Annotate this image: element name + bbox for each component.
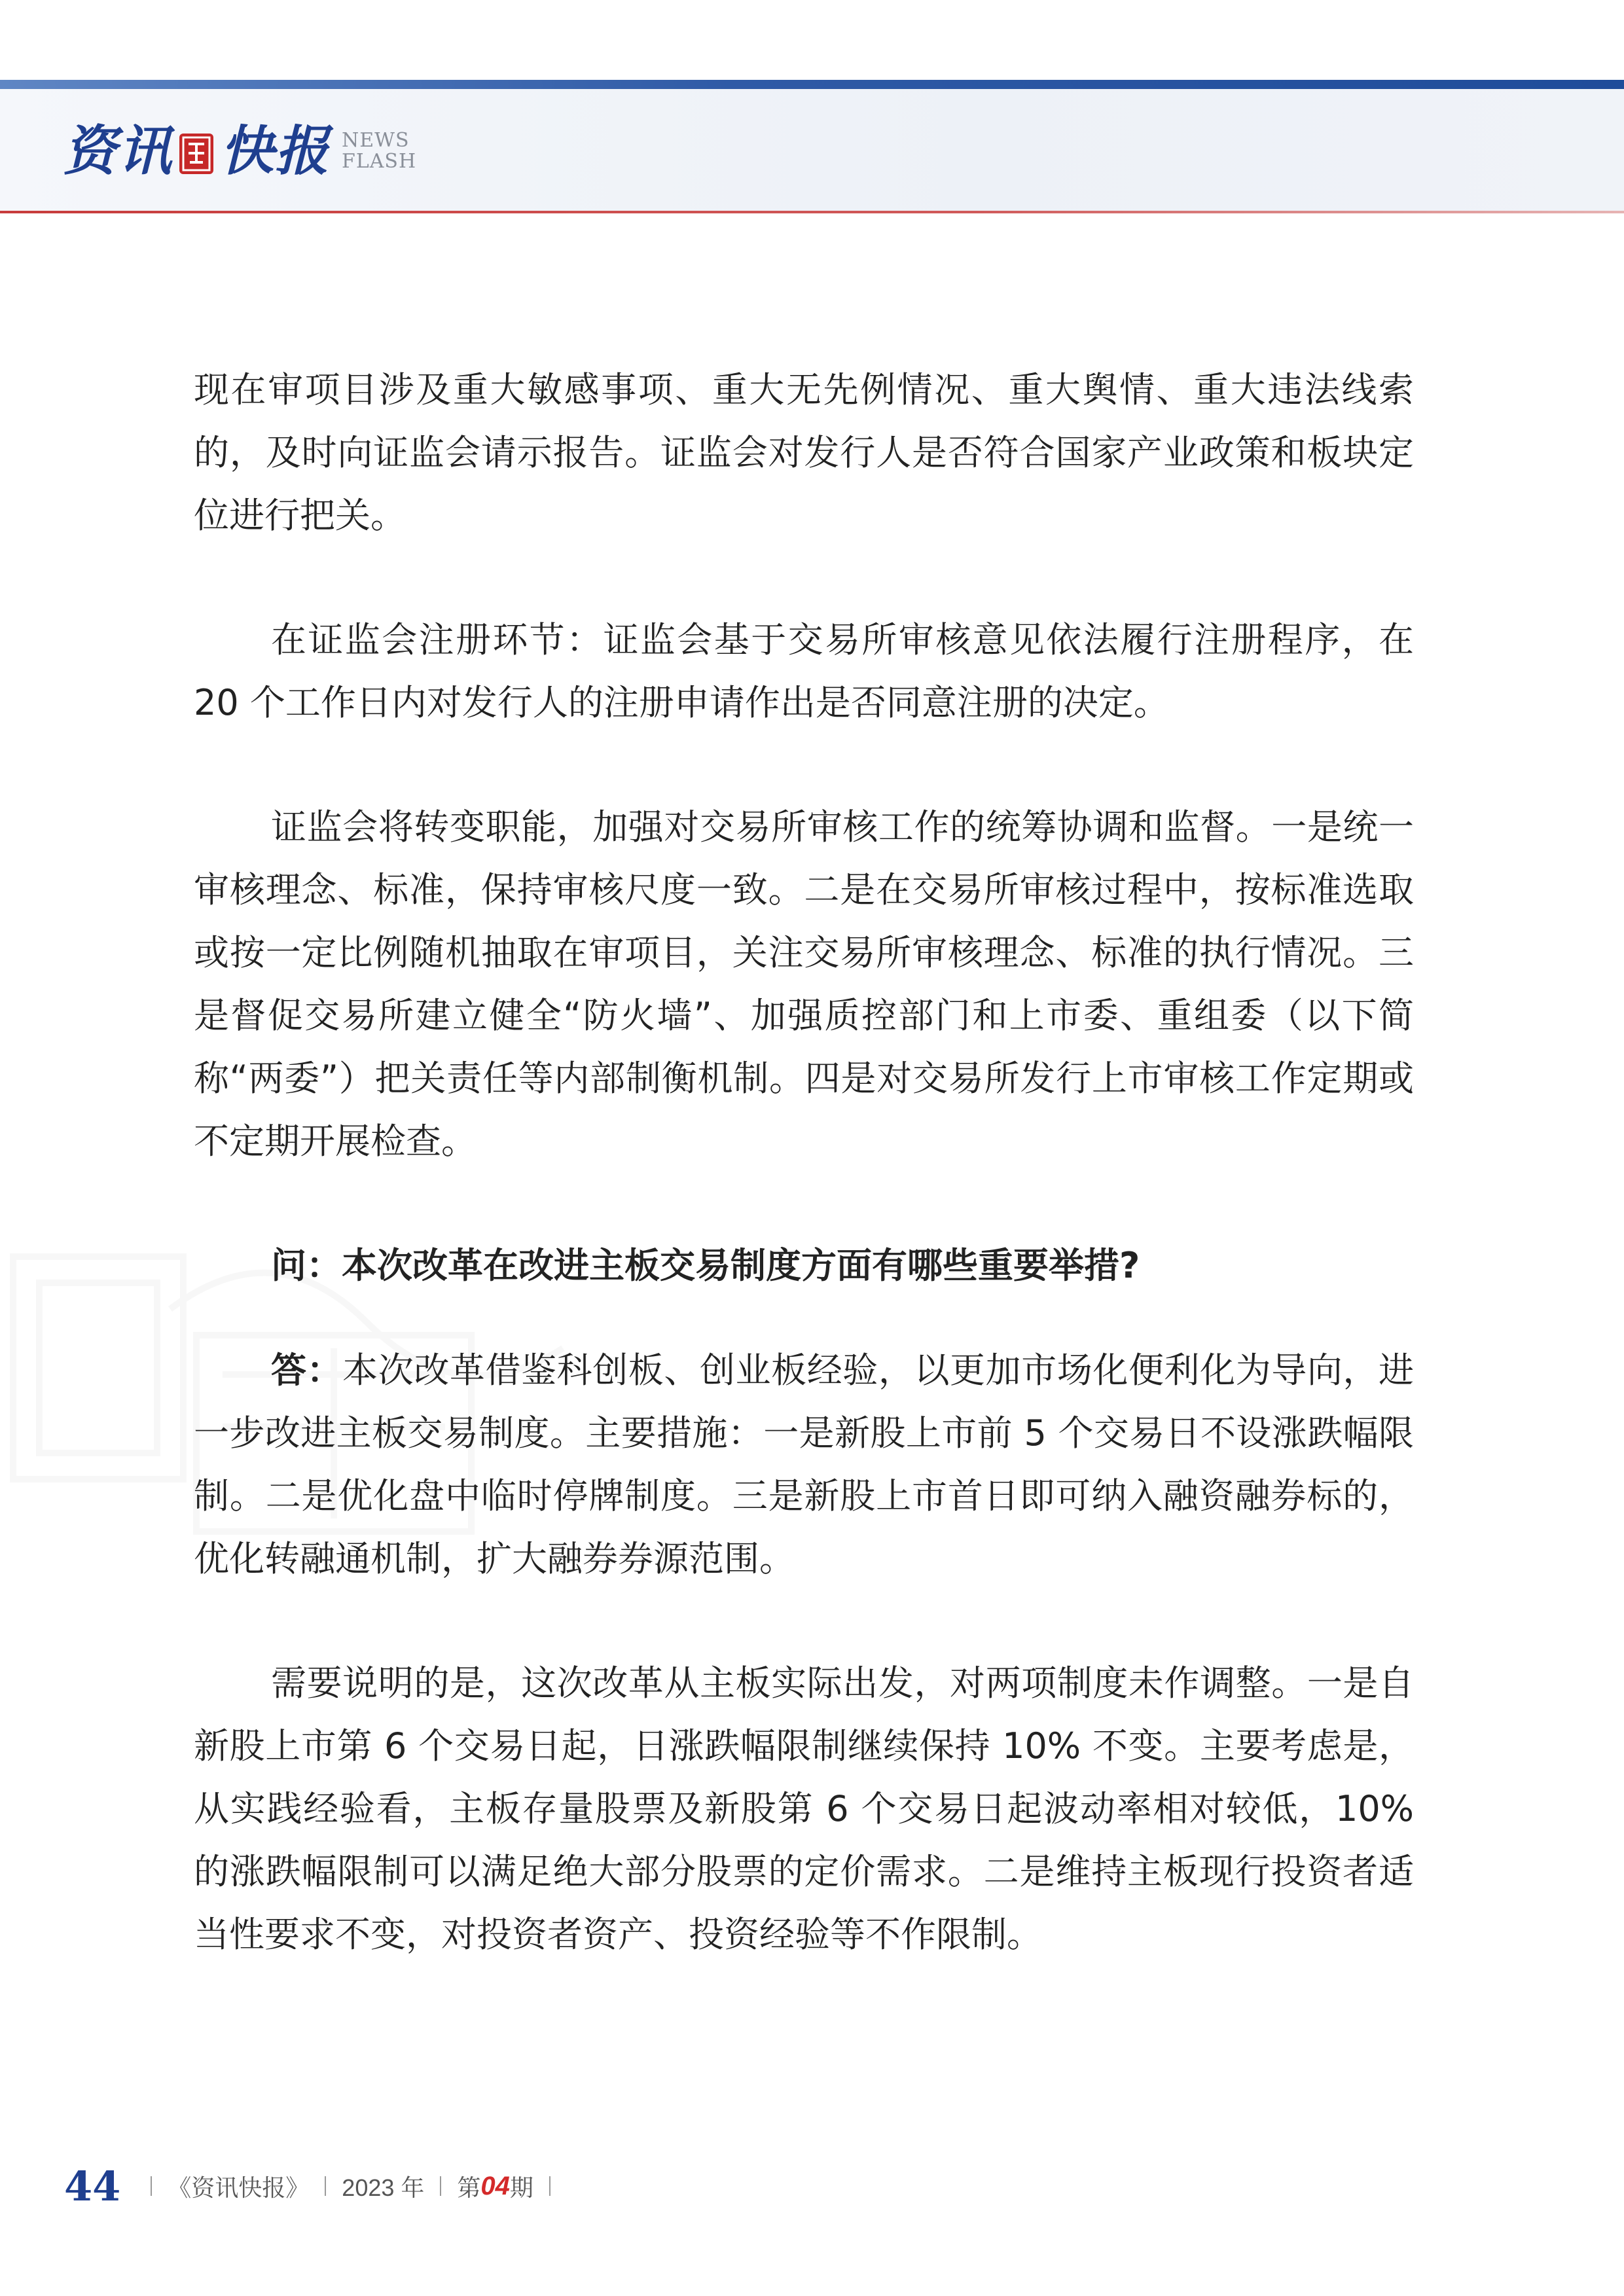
- issue-year: 2023 年: [342, 2174, 425, 2201]
- seal-icon: [179, 134, 213, 174]
- issue-suffix: 期: [509, 2174, 533, 2201]
- article-body: [194, 359, 1414, 2028]
- paragraph: 在证监会注册环节：证监会基于交易所审核意见依法履行注册程序，在 20 个工作日内对发行人的注册申请作出是否同意注册的决定。: [194, 619, 1414, 723]
- masthead-english: [342, 130, 416, 172]
- paragraph: 现在审项目涉及重大敏感事项、重大无先例情况、重大舆情、重大违法线索的，及时向证监会请示报告。证监会对发行人是否符合国家产业政策和板块定位进行把关。: [194, 369, 1414, 536]
- issue-prefix: 第: [457, 2174, 481, 2201]
- footer-divider: [440, 2176, 441, 2196]
- footer-divider: [151, 2176, 152, 2196]
- footer-divider: [325, 2176, 326, 2196]
- issue-number: 04: [480, 2171, 510, 2200]
- page-number: 44: [64, 2162, 121, 2210]
- paragraph: 需要说明的是，这次改革从主板实际出发，对两项制度未作调整。一是自新股上市第 6 个交易日起，日涨跌幅限制继续保持 10% 不变。主要考虑是，从实践经验看，主板存量股票及新股第 6 个交易日起波动率相对较低，10% 的涨跌幅限制可以满足绝大部分股票的定价需求。二是维持主板现行投资者适当性要求不变，对投资者资产、投资经验等不作限制。: [194, 1662, 1414, 1955]
- answer-label: 答：: [271, 1350, 343, 1391]
- magazine-name: 《资讯快报》: [168, 2174, 310, 2201]
- header-red-rule: [0, 211, 1624, 213]
- top-margin: [0, 0, 1624, 79]
- masthead-title-left: 资讯: [63, 120, 173, 183]
- masthead-english-line1: NEWS: [342, 129, 410, 152]
- masthead-logo: [63, 115, 416, 187]
- answer-paragraph: [194, 1339, 1414, 1590]
- header-blue-rule: [0, 80, 1624, 89]
- paragraph: 证监会将转变职能，加强对交易所审核工作的统筹协调和监督。一是统一审核理念、标准，保持审核尺度一致。二是在交易所审核过程中，按标准选取或按一定比例随机抽取在审项目，关注交易所审核理念、标准的执行情况。三是督促交易所建立健全“防火墙”、加强质控部门和上市委、重组委（以下简称“两委”）把关责任等内部制衡机制。四是对交易所发行上市审核工作定期或不定期开展检查。: [194, 806, 1414, 1162]
- page-footer: [64, 2160, 566, 2212]
- answer-text: 本次改革借鉴科创板、创业板经验，以更加市场化便利化为导向，进一步改进主板交易制度。主要措施：一是新股上市前 5 个交易日不设涨跌幅限制。二是优化盘中临时停牌制度。三是新股上市首日即可纳入融资融券标的，优化转融通机制，扩大融券券源范围。: [194, 1350, 1415, 1579]
- masthead-title-right: 快报: [220, 120, 330, 183]
- question-heading: 问：本次改革在改进主板交易制度方面有哪些重要举措?: [271, 1245, 1140, 1286]
- masthead-english-line2: FLASH: [342, 150, 417, 173]
- footer-divider: [549, 2176, 550, 2196]
